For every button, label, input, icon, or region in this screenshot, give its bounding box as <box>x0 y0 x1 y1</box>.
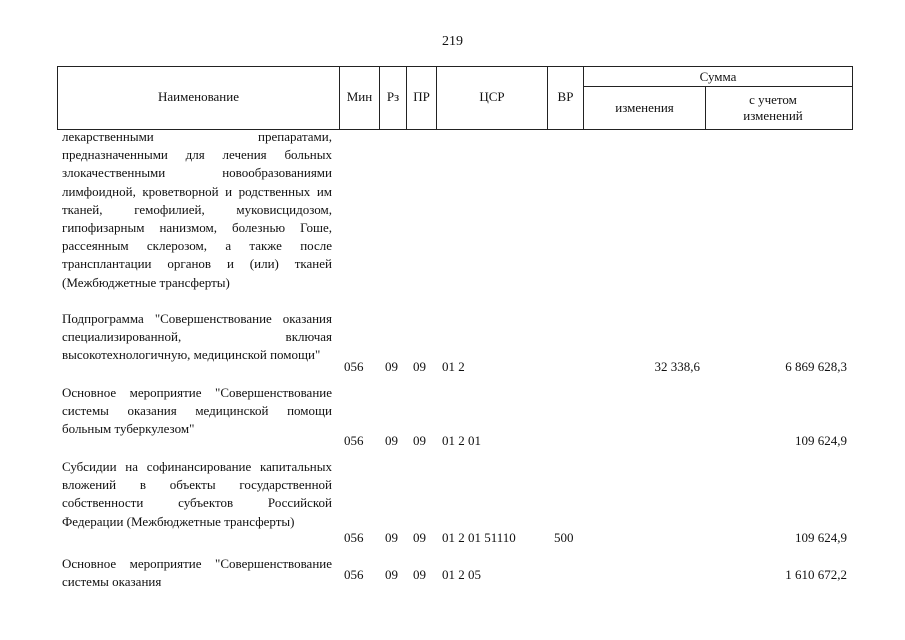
row-total: 109 624,9 <box>795 433 847 448</box>
col-border-change <box>705 86 706 130</box>
row-pr: 09 <box>413 359 426 374</box>
row-min: 056 <box>344 530 364 545</box>
row-vr: 500 <box>554 530 574 545</box>
row-total: 6 869 628,3 <box>785 359 847 374</box>
header-vr: ВР <box>557 89 574 104</box>
row-name: Субсидии на софинансирование капитальных вложений в объекты государственной собственности субъектов Российской Федерации (Межбюджетные трансферты) <box>62 459 332 529</box>
row-name: Подпрограмма "Совершенствование оказания специализированной, включая высокотехнологичную, медицинской помощи" <box>62 311 332 363</box>
header-sum: Сумма <box>699 69 737 84</box>
row-name: Основное мероприятие "Совершенствование системы оказания медицинской помощи больным туберкулезом" <box>62 385 332 437</box>
row-total: 1 610 672,2 <box>785 567 847 582</box>
page-number: 219 <box>442 34 463 49</box>
row-pr: 09 <box>413 567 426 582</box>
row-name: Основное мероприятие "Совершенствование системы оказания <box>62 556 332 590</box>
row-csr: 01 2 05 <box>442 567 481 582</box>
row-csr: 01 2 01 51110 <box>442 530 516 545</box>
header-csr: ЦСР <box>479 89 505 104</box>
row-pr: 09 <box>413 433 426 448</box>
row-name: лекарственными препаратами, предназначенными для лечения больных злокачественными новообразованиями лимфоидной, кроветворной и родственных им тканей, гемофилией, муковисцидозом, гипофизарным нанизмом, болезнью Гоше, рассеянным склерозом, а также после трансплантации органов и (или) тканей (Межбюджетные трансферты) <box>62 129 332 290</box>
row-rz: 09 <box>385 359 398 374</box>
header-name: Наименование <box>158 89 239 104</box>
row-pr: 09 <box>413 530 426 545</box>
row-min: 056 <box>344 433 364 448</box>
row-rz: 09 <box>385 530 398 545</box>
row-rz: 09 <box>385 433 398 448</box>
col-border-right <box>852 66 853 130</box>
header-with-change: с учетом изменений <box>743 92 803 123</box>
row-min: 056 <box>344 567 364 582</box>
row-total: 109 624,9 <box>795 530 847 545</box>
header-min: Мин <box>346 89 373 104</box>
header-pr: ПР <box>413 89 430 104</box>
row-csr: 01 2 <box>442 359 465 374</box>
sum-divider <box>583 86 853 87</box>
header-top-border <box>57 66 853 67</box>
header-rz: Рз <box>386 89 400 104</box>
row-change: 32 338,6 <box>654 359 700 374</box>
header-change: изменения <box>615 100 674 115</box>
row-csr: 01 2 01 <box>442 433 481 448</box>
row-rz: 09 <box>385 567 398 582</box>
row-min: 056 <box>344 359 364 374</box>
